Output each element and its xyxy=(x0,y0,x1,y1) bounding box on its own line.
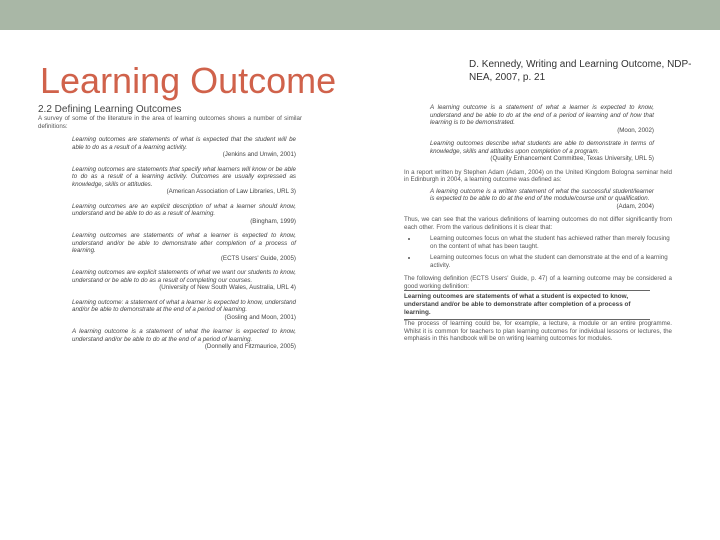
definition-quote: A learning outcome is a statement of what the learner is expected to know, understand and/or be able to do at the end of a period of learning. xyxy=(72,328,296,343)
quote-source: (Quality Enhancement Committee, Texas University, URL 5) xyxy=(490,155,654,162)
definition-quote: Learning outcomes are an explicit description of what a learner should know, understand and be able to do as a result of learning. xyxy=(72,202,296,217)
closing-paragraph: The process of learning could be, for example, a lecture, a module or an entire programme. Whilst it is common for teachers to plan learning outcomes for individual lessons or lectures, the emphasis in this handbook will be on writing learning outcomes for modules. xyxy=(404,320,672,342)
quote-source: (American Association of Law Libraries, URL 3) xyxy=(166,188,296,195)
summary-bullet-list xyxy=(404,235,672,269)
quote-source: (Gosling and Moon, 2001) xyxy=(224,313,296,321)
definition-quote: A learning outcome is a written statement of what the successful student/learner is expected to be able to do at the end of the module/course unit or qualification. xyxy=(430,187,654,202)
scanned-page-right xyxy=(404,104,672,498)
quote-source: (ECTS Users' Guide, 2005) xyxy=(220,254,296,262)
slide-title: Learning Outcome xyxy=(40,60,337,101)
definition-quote: A learning outcome is a statement of what a learner is expected to know, understand and be able to do at the end of a period of learning and of how that learning is to be demonstrated. xyxy=(430,104,654,126)
quote-source: (Jenkins and Unwin, 2001) xyxy=(222,151,296,158)
list-item: • Learning outcomes focus on what the student has achieved rather than merely focusing on the content of what has been taught. xyxy=(418,235,672,250)
quote-source: (Adam, 2004) xyxy=(616,202,654,210)
quote-source: (University of New South Wales, Australia, URL 4) xyxy=(159,284,296,291)
definition-quote: Learning outcome: a statement of what a learner is expected to know, understand and/or be able to demonstrate at the end of a period of learning. xyxy=(72,298,296,313)
intro-paragraph: A survey of some of the literature in the area of learning outcomes shows a number of similar definitions: xyxy=(38,115,302,130)
section-heading: 2.2 Defining Learning Outcomes xyxy=(38,104,182,115)
citation-text: D. Kennedy, Writing and Learning Outcome, NDP-NEA, 2007, p. 21 xyxy=(469,59,692,83)
definition-quote: Learning outcomes are statements of what a learner is expected to know, understand and/or be able to demonstrate after completion of a process of learning. xyxy=(72,232,296,254)
ects-intro-paragraph: The following definition (ECTS Users' Guide, p. 47) of a learning outcome may be considered a good working definition: xyxy=(404,275,672,290)
quote-source: (Bingham, 1999) xyxy=(250,217,296,225)
quote-source: (Donnelly and Fitzmaurice, 2005) xyxy=(204,343,296,350)
definition-quote: Learning outcomes are statements of what is expected that the student will be able to do as a result of a learning activity. xyxy=(72,136,296,151)
definition-quote: Learning outcomes are explicit statements of what we want our students to know, understand or be able to do as a result of completing our courses. xyxy=(72,269,296,284)
boxed-definition: Learning outcomes are statements of what a student is expected to know, understand and/or be able to demonstrate after completion of a process of learning. xyxy=(404,290,650,320)
list-item: • Learning outcomes focus on what the student can demonstrate at the end of a learning activity. xyxy=(418,254,672,269)
definition-quote: Learning outcomes describe what students are able to demonstrate in terms of knowledge, skills and attitudes upon completion of a program. xyxy=(430,140,654,155)
definition-quote: Learning outcomes are statements that specify what learners will know or be able to do as a result of a learning activity. Outcomes are usually expressed as knowledge, skills or attitudes. xyxy=(72,165,296,188)
summary-paragraph: Thus, we can see that the various definitions of learning outcomes do not differ significantly from each other. From the various definitions it is clear that: xyxy=(404,216,672,231)
top-color-bar xyxy=(0,0,720,30)
scanned-page-left xyxy=(38,104,302,484)
adam-intro-paragraph: In a report written by Stephen Adam (Adam, 2004) on the United Kingdom Bologna seminar held in Edinburgh in 2004, a learning outcome was defined as: xyxy=(404,168,672,183)
quote-source: (Moon, 2002) xyxy=(617,126,654,134)
